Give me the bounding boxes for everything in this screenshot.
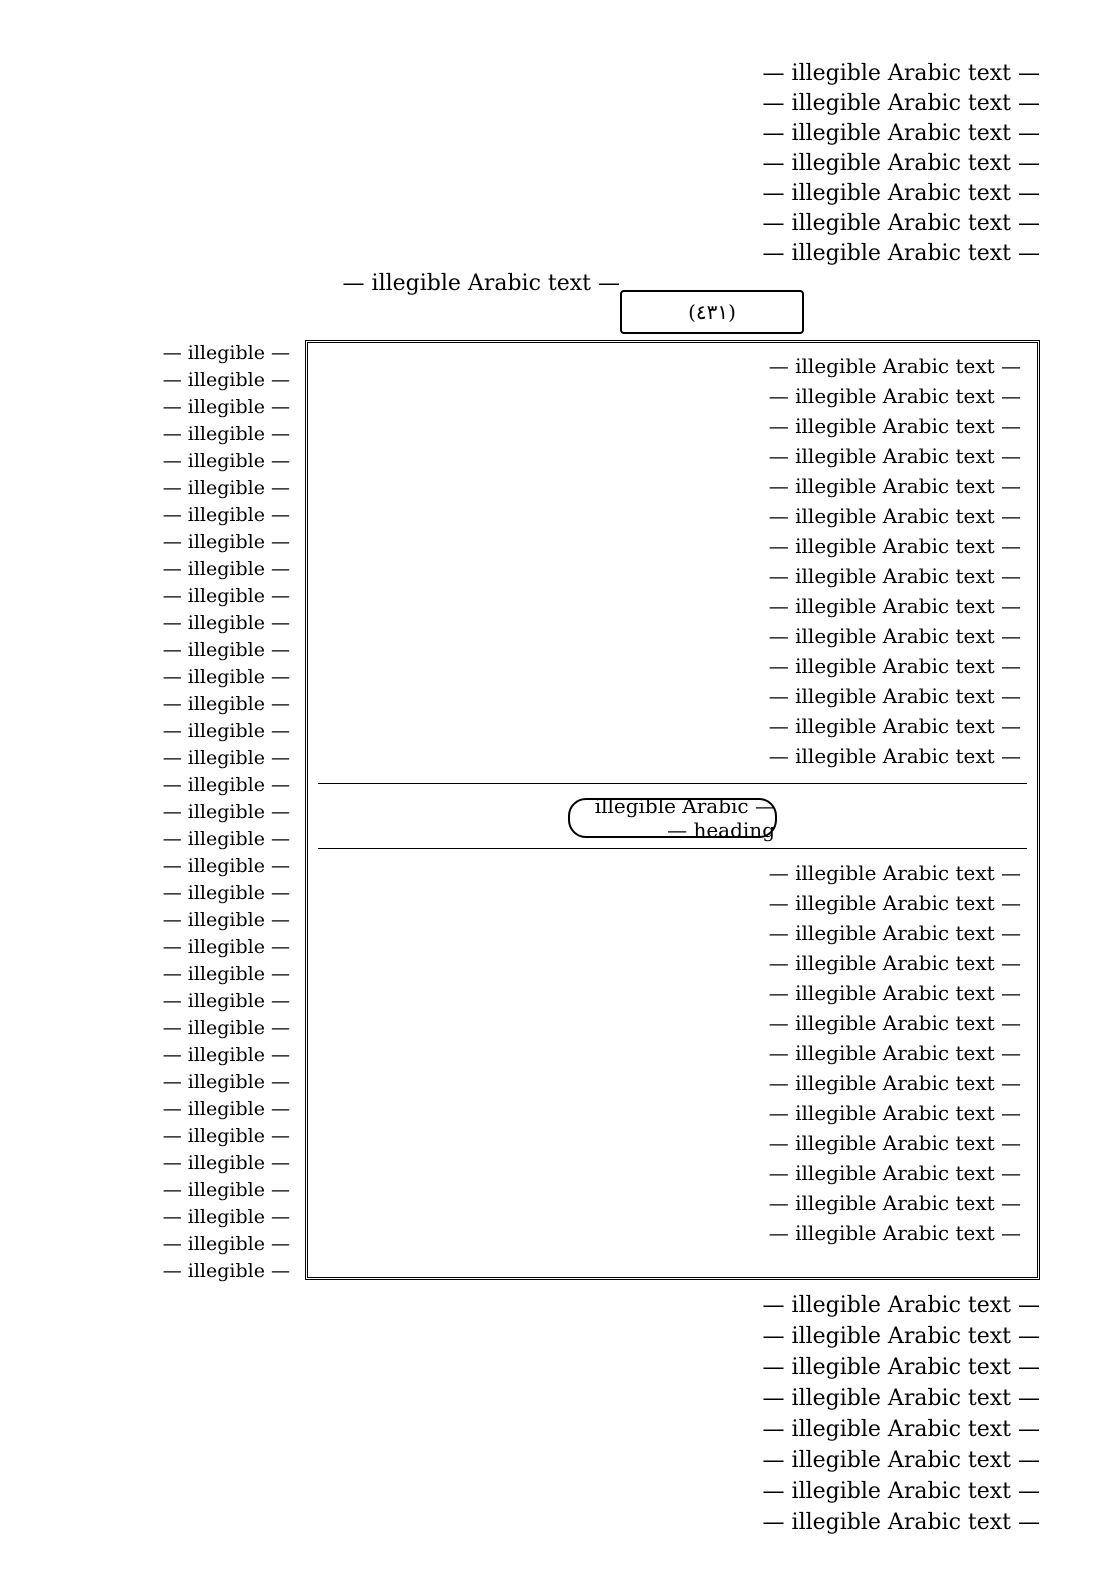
margin-line: — illegible — bbox=[162, 990, 290, 1012]
margin-line: — illegible — bbox=[162, 1125, 290, 1147]
margin-line: — illegible — bbox=[162, 1044, 290, 1066]
box-line: — illegible Arabic text — bbox=[768, 414, 1021, 438]
bottom-line: — illegible Arabic text — bbox=[762, 1293, 1040, 1318]
margin-line: — illegible — bbox=[162, 1098, 290, 1120]
box-line: — illegible Arabic text — bbox=[768, 594, 1021, 618]
boxed-text-frame bbox=[305, 340, 1040, 1280]
margin-line: — illegible — bbox=[162, 1206, 290, 1228]
margin-line: — illegible — bbox=[162, 504, 290, 526]
box-line: — illegible Arabic text — bbox=[768, 921, 1021, 945]
box-line: — illegible Arabic text — bbox=[768, 1161, 1021, 1185]
margin-line: — illegible — bbox=[162, 1179, 290, 1201]
manuscript-page bbox=[70, 60, 1040, 1540]
box-line: — illegible Arabic text — bbox=[768, 1221, 1021, 1245]
box-line: — illegible Arabic text — bbox=[768, 534, 1021, 558]
bottom-line: — illegible Arabic text — bbox=[762, 1448, 1040, 1473]
margin-line: — illegible — bbox=[162, 396, 290, 418]
box-line: — illegible Arabic text — bbox=[768, 1191, 1021, 1215]
margin-line: — illegible — bbox=[162, 936, 290, 958]
bottom-text-block bbox=[70, 1290, 1040, 1540]
box-line: — illegible Arabic text — bbox=[768, 504, 1021, 528]
box-line: — illegible Arabic text — bbox=[768, 684, 1021, 708]
bottom-line: — illegible Arabic text — bbox=[762, 1479, 1040, 1504]
top-line: — illegible Arabic text — bbox=[762, 151, 1040, 176]
bottom-line: — illegible Arabic text — bbox=[762, 1417, 1040, 1442]
top-line: — illegible Arabic text — bbox=[762, 121, 1040, 146]
margin-line: — illegible — bbox=[162, 774, 290, 796]
box-line: — illegible Arabic text — bbox=[768, 744, 1021, 768]
margin-line: — illegible — bbox=[162, 477, 290, 499]
top-line: — illegible Arabic text — bbox=[762, 91, 1040, 116]
bottom-line: — illegible Arabic text — bbox=[762, 1355, 1040, 1380]
box-line: — illegible Arabic text — bbox=[768, 384, 1021, 408]
box-line: — illegible Arabic text — bbox=[768, 564, 1021, 588]
section-title: — illegible Arabic heading — bbox=[568, 798, 777, 838]
margin-line: — illegible — bbox=[162, 666, 290, 688]
top-line: — illegible Arabic text — bbox=[762, 211, 1040, 236]
margin-line: — illegible — bbox=[162, 1017, 290, 1039]
margin-line: — illegible — bbox=[162, 1260, 290, 1282]
box-line: — illegible Arabic text — bbox=[768, 474, 1021, 498]
margin-line: — illegible — bbox=[162, 1152, 290, 1174]
box-line: — illegible Arabic text — bbox=[768, 444, 1021, 468]
box-line: — illegible Arabic text — bbox=[768, 981, 1021, 1005]
margin-line: — illegible — bbox=[162, 1071, 290, 1093]
margin-line: — illegible — bbox=[162, 558, 290, 580]
bottom-line: — illegible Arabic text — bbox=[762, 1510, 1040, 1535]
top-line: — illegible Arabic text — bbox=[762, 181, 1040, 206]
box-line: — illegible Arabic text — bbox=[768, 714, 1021, 738]
margin-line: — illegible — bbox=[162, 882, 290, 904]
margin-line: — illegible — bbox=[162, 909, 290, 931]
box-divider bbox=[318, 848, 1027, 849]
box-divider bbox=[318, 783, 1027, 784]
box-line: — illegible Arabic text — bbox=[768, 1131, 1021, 1155]
box-line: — illegible Arabic text — bbox=[768, 1101, 1021, 1125]
box-line: — illegible Arabic text — bbox=[768, 354, 1021, 378]
box-line: — illegible Arabic text — bbox=[768, 624, 1021, 648]
margin-line: — illegible — bbox=[162, 747, 290, 769]
margin-line: — illegible — bbox=[162, 639, 290, 661]
page-marker: (٤٣١) bbox=[620, 290, 804, 334]
box-line: — illegible Arabic text — bbox=[768, 951, 1021, 975]
margin-line: — illegible — bbox=[162, 855, 290, 877]
box-line: — illegible Arabic text — bbox=[768, 861, 1021, 885]
box-line: — illegible Arabic text — bbox=[768, 891, 1021, 915]
margin-line: — illegible — bbox=[162, 450, 290, 472]
box-line: — illegible Arabic text — bbox=[768, 1071, 1021, 1095]
margin-line: — illegible — bbox=[162, 612, 290, 634]
top-line: — illegible Arabic text — bbox=[762, 61, 1040, 86]
margin-line: — illegible — bbox=[162, 801, 290, 823]
margin-line: — illegible — bbox=[162, 828, 290, 850]
box-line: — illegible Arabic text — bbox=[768, 1041, 1021, 1065]
box-line: — illegible Arabic text — bbox=[768, 654, 1021, 678]
margin-column bbox=[70, 340, 290, 1280]
box-line: — illegible Arabic text — bbox=[768, 1011, 1021, 1035]
margin-line: — illegible — bbox=[162, 342, 290, 364]
top-line: — illegible Arabic text — bbox=[762, 241, 1040, 266]
margin-line: — illegible — bbox=[162, 585, 290, 607]
margin-line: — illegible — bbox=[162, 963, 290, 985]
margin-line: — illegible — bbox=[162, 693, 290, 715]
margin-line: — illegible — bbox=[162, 369, 290, 391]
margin-line: — illegible — bbox=[162, 531, 290, 553]
margin-line: — illegible — bbox=[162, 720, 290, 742]
margin-line: — illegible — bbox=[162, 1233, 290, 1255]
top-text-block bbox=[70, 60, 1040, 340]
margin-line: — illegible — bbox=[162, 423, 290, 445]
top-line: — illegible Arabic text — bbox=[342, 271, 620, 296]
bottom-line: — illegible Arabic text — bbox=[762, 1386, 1040, 1411]
bottom-line: — illegible Arabic text — bbox=[762, 1324, 1040, 1349]
